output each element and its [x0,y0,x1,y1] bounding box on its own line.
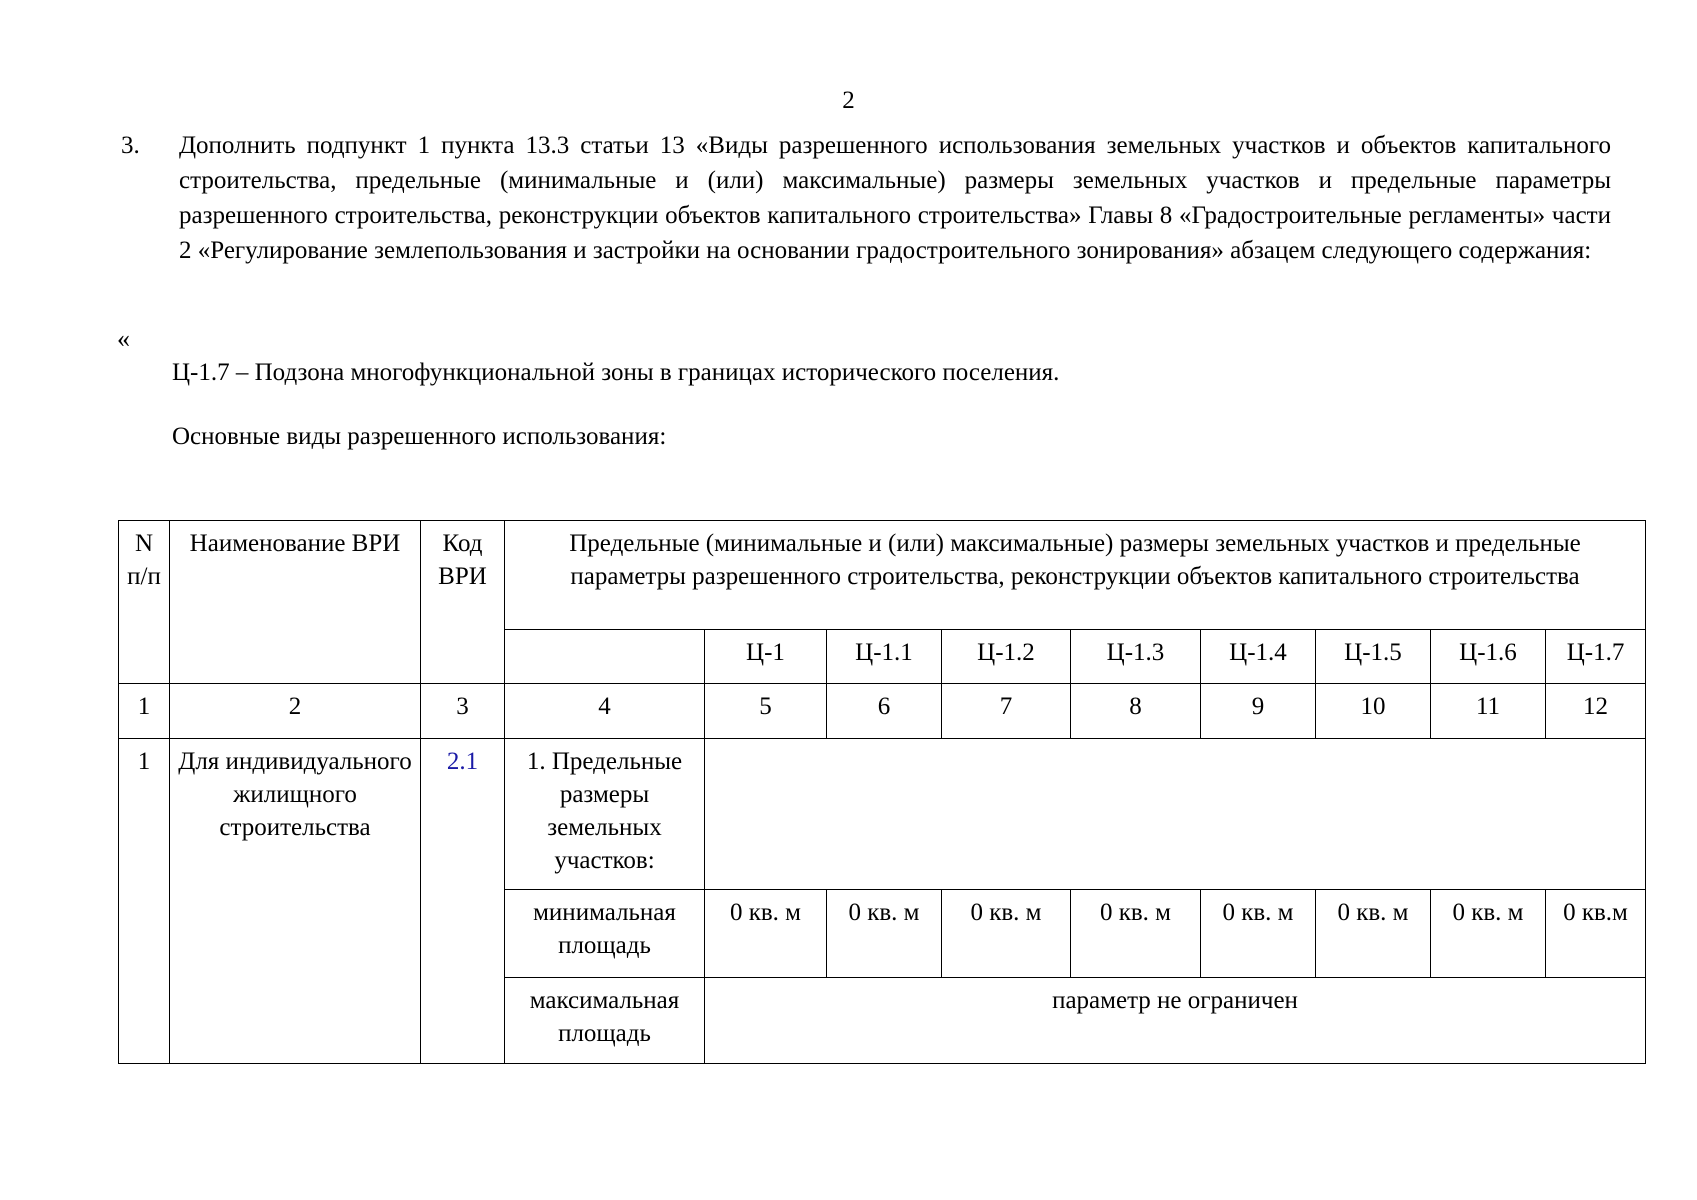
header-num: N п/п [119,521,170,684]
zone-header: Ц-1 [705,630,827,684]
header-name: Наименование ВРИ [170,521,421,684]
item-number: 3. [121,132,140,159]
row-name: Для индивидуального жилищного строительства [170,739,421,1064]
header-code: Код ВРИ [421,521,505,684]
param-group-label: 1. Предельные размеры земельных участков: [505,739,705,890]
opening-quote-mark: « [117,324,130,353]
min-area-label: минимальная площадь [505,890,705,978]
row-code [421,739,505,1064]
amendment-item [121,128,1611,268]
column-number: 3 [421,684,505,739]
vri-code-link[interactable]: 2.1 [446,748,479,775]
column-number: 12 [1546,684,1646,739]
zones-header-empty [505,630,705,684]
item-text: Дополнить подпункт 1 пункта 13.3 статьи 13 «Виды разрешенного использования земельных участков и объектов капитального строительства, предельные (минимальные и (или) максимальные) размеры земельных участков и предельные параметры разрешенного строительства, реконструкции объектов капитального строительства» Главы 8 «Градостроительные регламенты» части 2 «Регулирование землепользования и застройки на основании градостроительного зонирования» абзацем следующего содержания: [179,132,1611,264]
row-num: 1 [119,739,170,1064]
min-area-value: 0 кв. м [1201,890,1316,978]
column-number: 7 [942,684,1071,739]
column-numbers-row [119,684,1646,739]
table-header-row [119,521,1646,630]
column-number: 9 [1201,684,1316,739]
column-number: 2 [170,684,421,739]
zone-header: Ц-1.6 [1431,630,1546,684]
parameters-table [118,520,1646,1064]
min-area-value: 0 кв. м [1431,890,1546,978]
column-number: 5 [705,684,827,739]
max-area-value: параметр не ограничен [705,978,1646,1064]
table-row [119,739,1646,890]
min-area-value: 0 кв. м [942,890,1071,978]
min-area-value: 0 кв.м [1546,890,1646,978]
zone-header: Ц-1.4 [1201,630,1316,684]
column-number: 1 [119,684,170,739]
zone-header: Ц-1.1 [827,630,942,684]
header-params: Предельные (минимальные и (или) максимальные) размеры земельных участков и предельные параметры разрешенного строительства, реконструкции объектов капитального строительства [505,521,1646,630]
min-area-value: 0 кв. м [1071,890,1201,978]
min-area-value: 0 кв. м [1316,890,1431,978]
column-number: 10 [1316,684,1431,739]
param-group-empty [705,739,1646,890]
column-number: 4 [505,684,705,739]
max-area-label: максимальная площадь [505,978,705,1064]
page-number: 2 [842,87,855,114]
zone-header: Ц-1.7 [1546,630,1646,684]
zone-header: Ц-1.2 [942,630,1071,684]
zone-heading: Ц-1.7 – Подзона многофункциональной зоны в границах исторического поселения. [172,359,1060,386]
min-area-value: 0 кв. м [827,890,942,978]
section-heading: Основные виды разрешенного использования: [172,423,667,450]
zone-header: Ц-1.3 [1071,630,1201,684]
column-number: 8 [1071,684,1201,739]
zone-header: Ц-1.5 [1316,630,1431,684]
column-number: 6 [827,684,942,739]
min-area-value: 0 кв. м [705,890,827,978]
column-number: 11 [1431,684,1546,739]
